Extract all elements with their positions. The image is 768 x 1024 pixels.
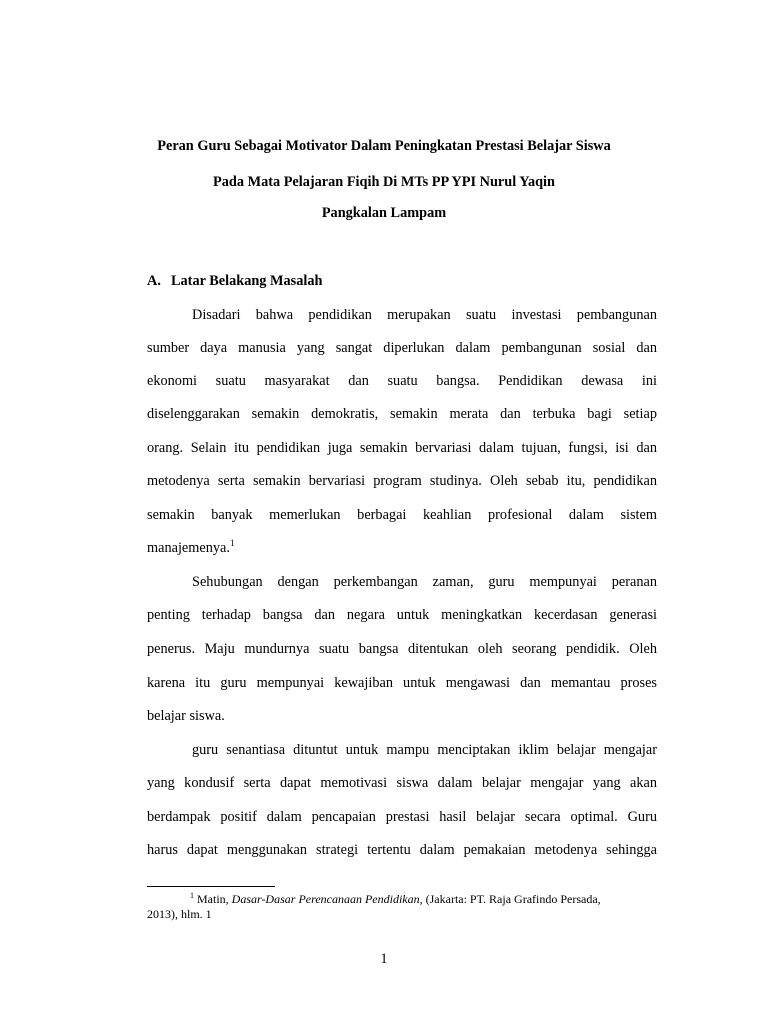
section-number: A. xyxy=(147,273,161,289)
footnote-mark: 1 xyxy=(190,891,194,900)
title-line-3: Pangkalan Lampam xyxy=(321,205,447,221)
page-number: 1 xyxy=(380,951,388,967)
title-line-1: Peran Guru Sebagai Motivator Dalam Peningkatan Prestasi Belajar Siswa xyxy=(157,138,611,154)
body-line: berdampak positif dalam pencapaian prestasi hasil belajar secara optimal. Guru xyxy=(147,809,657,825)
footnote-publisher: (Jakarta: PT. Raja Grafindo Persada, xyxy=(422,892,601,906)
footnote-author: Matin, xyxy=(197,892,232,906)
section-title: Latar Belakang Masalah xyxy=(171,273,323,289)
section-heading xyxy=(147,273,322,290)
body-line: guru senantiasa dituntut untuk mampu menciptakan iklim belajar mengajar xyxy=(192,742,657,758)
footnote-book-title: Dasar-Dasar Perencanaan Pendidikan, xyxy=(231,892,423,906)
body-line: penerus. Maju mundurnya suatu bangsa ditentukan oleh seorang pendidik. Oleh xyxy=(147,641,657,657)
body-text: manajemenya. xyxy=(147,540,230,556)
body-line: diselenggarakan semakin demokratis, semakin merata dan terbuka bagi setiap xyxy=(147,406,657,422)
body-line: harus dapat menggunakan strategi tertentu dalam pemakaian metodenya sehingga xyxy=(147,842,657,858)
body-line: sumber daya manusia yang sangat diperlukan dalam pembangunan sosial dan xyxy=(147,340,657,356)
footnote-reference: 1 xyxy=(229,538,235,548)
footnote-line-1 xyxy=(190,893,601,905)
body-line: penting terhadap bangsa dan negara untuk meningkatkan kecerdasan generasi xyxy=(147,607,657,623)
body-line: Sehubungan dengan perkembangan zaman, guru mempunyai peranan xyxy=(192,574,657,590)
body-line: metodenya serta semakin bervariasi program studinya. Oleh sebab itu, pendidikan xyxy=(147,473,657,489)
body-line: Disadari bahwa pendidikan merupakan suatu investasi pembangunan xyxy=(192,307,657,323)
title-line-2: Pada Mata Pelajaran Fiqih Di MTs PP YPI Nurul Yaqin xyxy=(213,174,555,190)
body-line: orang. Selain itu pendidikan juga semakin bervariasi dalam tujuan, fungsi, isi dan xyxy=(147,440,657,456)
footnote-separator xyxy=(147,886,275,887)
body-line: semakin banyak memerlukan berbagai keahlian profesional dalam sistem xyxy=(147,507,657,523)
body-line: karena itu guru mempunyai kewajiban untuk mengawasi dan memantau proses xyxy=(147,675,657,691)
body-line: yang kondusif serta dapat memotivasi siswa dalam belajar mengajar yang akan xyxy=(147,775,657,791)
body-line: ekonomi suatu masyarakat dan suatu bangsa. Pendidikan dewasa ini xyxy=(147,373,657,389)
body-line: belajar siswa. xyxy=(147,708,225,724)
body-line xyxy=(147,538,657,556)
footnote-line-2: 2013), hlm. 1 xyxy=(147,907,212,921)
